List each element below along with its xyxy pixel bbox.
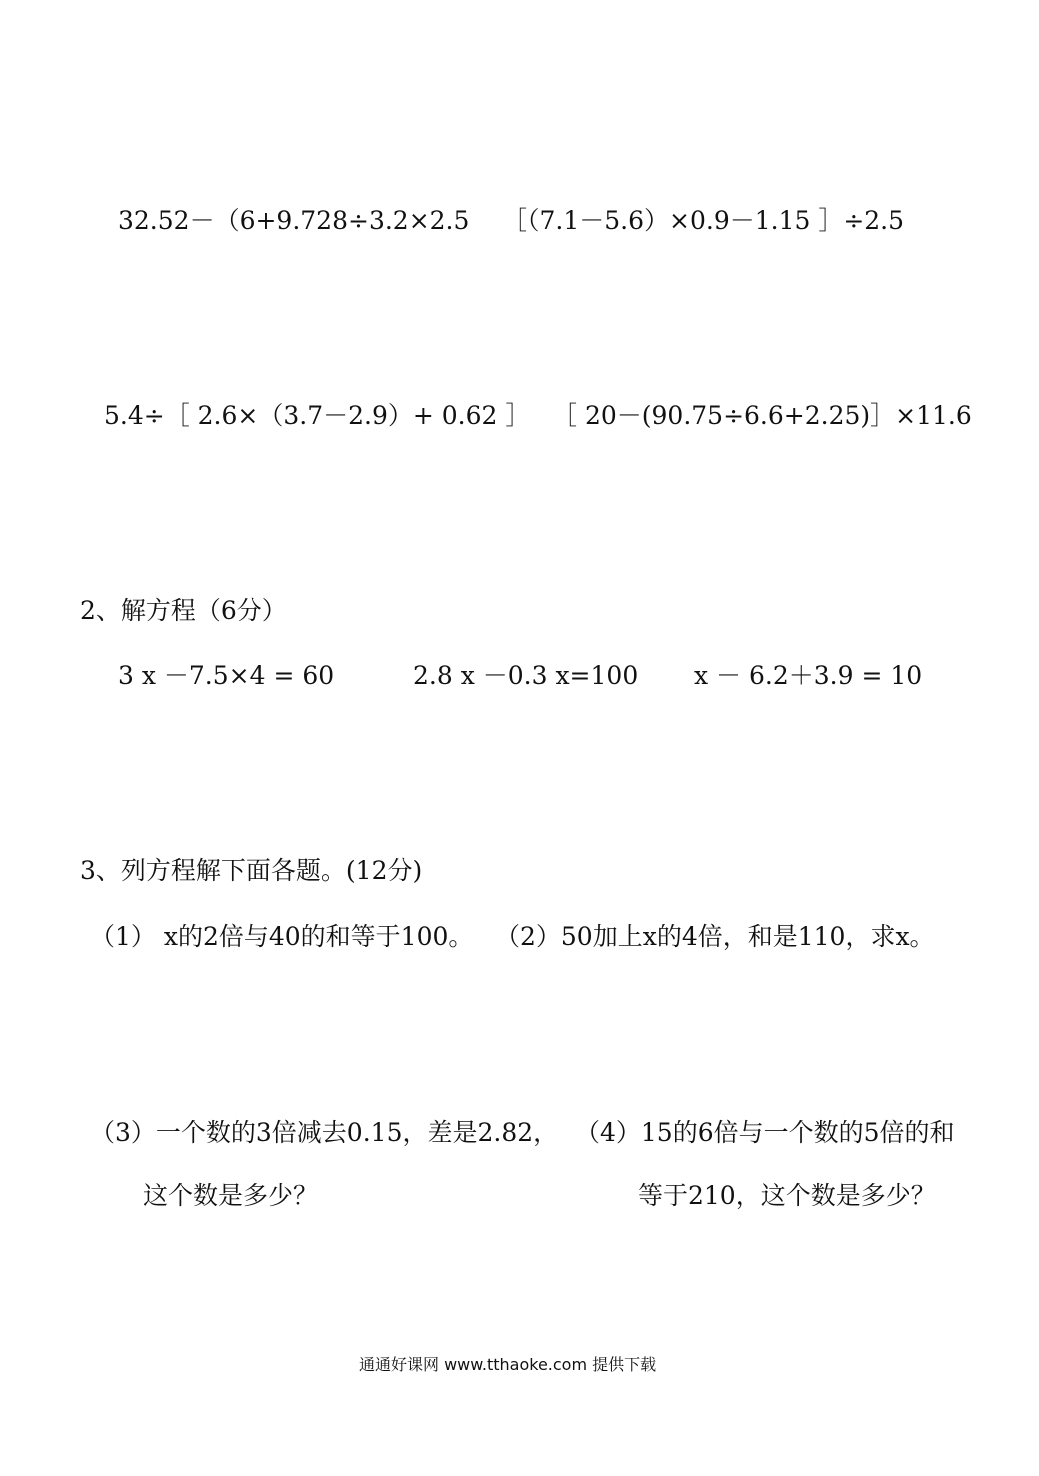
footer-credit: 通通好课网 www.tthaoke.com 提供下载 [359,1355,657,1374]
calc-expression-1: 32.52－（6+9.728÷3.2×2.5 [118,206,470,235]
word-problem-2: （2）50加上x的4倍，和是110，求x。 [495,922,935,951]
section-2-heading: 2、解方程（6分） [80,596,287,625]
word-problem-3-line-2: 这个数是多少？ [143,1181,319,1210]
equation-1: 3 x －7.5×4 = 60 [118,661,335,690]
word-problem-1: （1） x的2倍与40的和等于100。 [90,922,474,951]
calc-expression-4: ［ 20－(90.75÷6.6+2.25)］×11.6 [552,401,972,430]
section-3-heading: 3、列方程解下面各题。(12分) [80,856,423,885]
calc-expression-2: ［（7.1－5.6）×0.9－1.15 ］÷2.5 [502,206,905,235]
calc-expression-3: 5.4÷［ 2.6×（3.7－2.9）+ 0.62 ］ [104,401,531,430]
word-problem-4-line-2: 等于210，这个数是多少？ [638,1181,936,1210]
word-problem-3-line-1: （3）一个数的3倍减去0.15，差是2.82， [90,1118,559,1147]
equation-3: x － 6.2＋3.9 = 10 [694,661,923,690]
word-problem-4-line-1: （4）15的6倍与一个数的5倍的和 [575,1118,955,1147]
equation-2: 2.8 x －0.3 x=100 [413,661,639,690]
